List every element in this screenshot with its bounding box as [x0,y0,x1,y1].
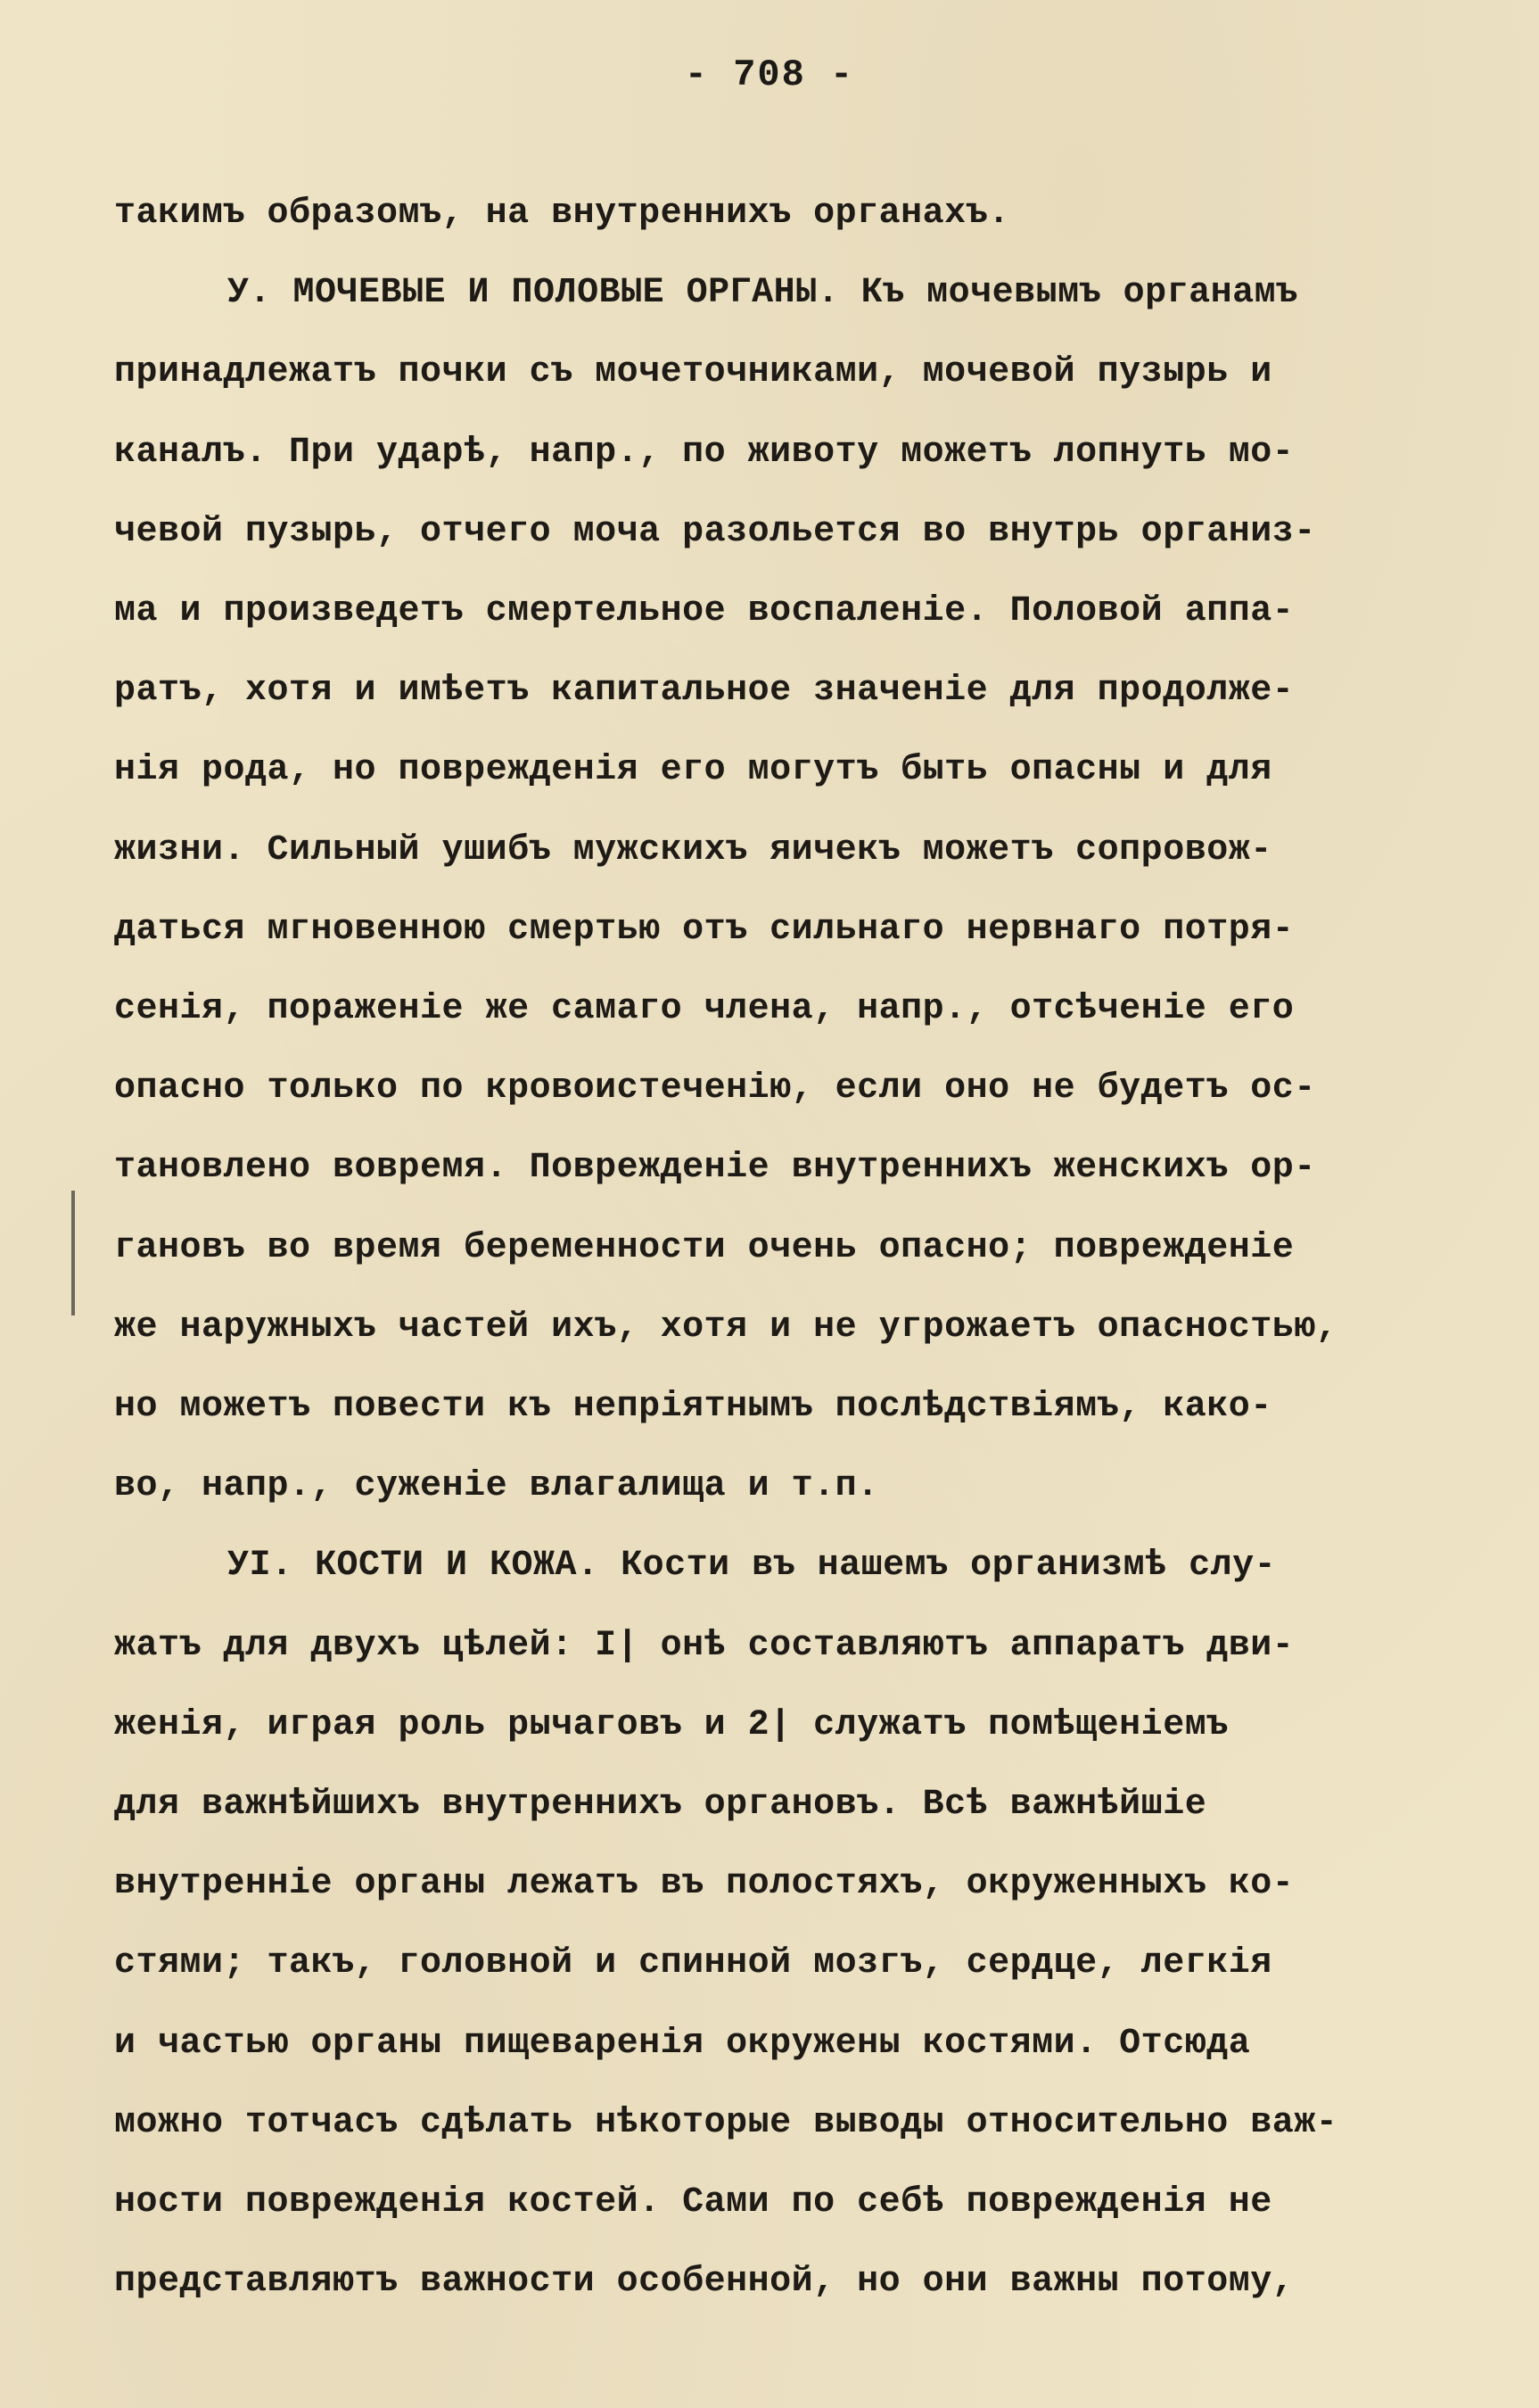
text-line: нія рода, но поврежденія его могутъ быть опасны и для [114,750,1272,791]
page-number: - 708 - [684,54,855,96]
text-line: даться мгновенною смертью отъ сильнаго нервнаго потря- [114,909,1295,950]
text-line: стями; такъ, головной и спинной мозгъ, сердце, легкія [114,1943,1272,1984]
text-line: во, напр., суженіе влагалища и т.п. [114,1466,879,1507]
text-line: ма и произведетъ смертельное воспаленіе. Половой аппа- [114,591,1295,631]
text-line: ности поврежденія костей. Сами по себѣ поврежденія не [114,2182,1272,2222]
text-line: ратъ, хотя и имѣетъ капитальное значеніе для продолже- [114,671,1295,712]
text-line: сенія, пораженіе же самаго члена, напр., отсѣченіе его [114,989,1295,1029]
text-line: для важнѣйшихъ внутреннихъ органовъ. Всѣ важнѣйшіе [114,1785,1207,1825]
text-line: можно тотчасъ сдѣлать нѣкоторые выводы относительно важ- [114,2102,1338,2143]
text-line: и частью органы пищеваренія окружены костями. Отсюда [114,2023,1251,2064]
text-line: представляютъ важности особенной, но они важны потому, [114,2262,1295,2303]
margin-mark [71,1191,75,1315]
text-line: жизни. Сильный ушибъ мужскихъ яичекъ можетъ сопровож- [114,829,1272,870]
text-line: жатъ для двухъ цѣлей: I| онѣ составляютъ аппаратъ дви- [114,1625,1295,1666]
text-line: внутренніе органы лежатъ въ полостяхъ, окруженныхъ ко- [114,1864,1295,1905]
text-line: УI. КОСТИ И КОЖА. Кости въ нашемъ организмѣ слу- [227,1546,1277,1587]
text-line: принадлежатъ почки съ мочеточниками, мочевой пузырь и [114,352,1272,393]
text-line: такимъ образомъ, на внутреннихъ органахъ. [114,194,1010,234]
text-line: тановлено вовремя. Поврежденіе внутреннихъ женскихъ ор- [114,1148,1316,1189]
text-line: но можетъ повести къ непріятнымъ послѣдствіямъ, како- [114,1387,1272,1427]
text-line: чевой пузырь, отчего моча разольется во внутрь организ- [114,511,1316,552]
text-line: женія, играя роль рычаговъ и 2| служатъ помѣщеніемъ [114,1704,1229,1745]
text-line: опасно только по кровоистеченію, если оно не будетъ ос- [114,1068,1316,1109]
text-line: каналъ. При ударѣ, напр., по животу можетъ лопнуть мо- [114,432,1295,473]
text-line: гановъ во время беременности очень опасно; поврежденіе [114,1227,1295,1268]
text-line: У. МОЧЕВЫЕ И ПОЛОВЫЕ ОРГАНЫ. Къ мочевымъ органамъ [227,273,1298,314]
text-line: же наружныхъ частей ихъ, хотя и не угрожаетъ опасностью, [114,1307,1338,1348]
